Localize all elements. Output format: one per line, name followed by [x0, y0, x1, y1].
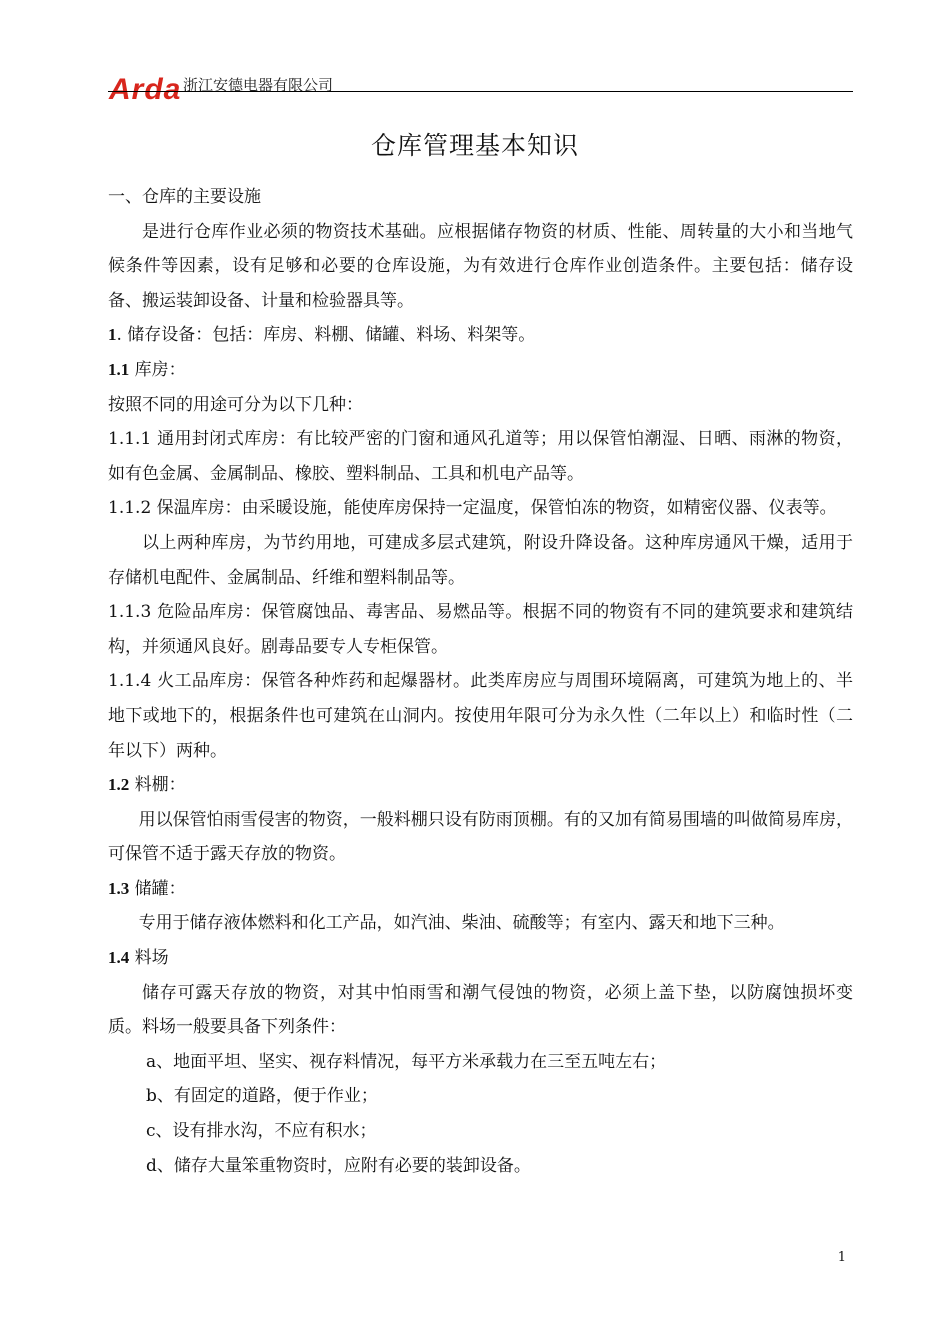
item-1-2-body: 用以保管怕雨雪侵害的物资，一般料棚只设有防雨顶棚。有的又加有简易围墙的叫做简易库房，可保管不适于露天存放的物资。: [108, 809, 853, 865]
document-body: [108, 180, 853, 1183]
item-1-1-number: 1.1: [108, 359, 130, 379]
logo-wordmark: Arda: [109, 73, 182, 102]
item-1-1-text: 库房：: [129, 359, 186, 380]
item-1-4-text: 料场: [129, 948, 169, 969]
item-1-1-2-note: 以上两种库房，为节约用地，可建成多层式建筑，附设升降设备。这种库房通风干燥，适用于存储机电配件、金属制品、纤维和塑料制品等。: [108, 532, 853, 588]
section-heading: 一、仓库的主要设施: [108, 187, 261, 207]
item-1-4-number: 1.4: [108, 948, 130, 968]
item-1-1-intro: 按照不同的用途可分为以下几种：: [108, 394, 363, 415]
list-item: a、地面平坦、坚实、视存料情况，每平方米承载力在三至五吨左右；: [146, 1051, 667, 1072]
page-number: 1: [837, 1250, 846, 1265]
item-1-2-number: 1.2: [108, 775, 130, 795]
header-rule: [108, 91, 853, 92]
company-name: 浙江安德电器有限公司: [183, 76, 334, 94]
item-1-3: [108, 872, 853, 907]
item-1-3-number: 1.3: [108, 878, 130, 898]
item-1-3-body: 专用于储存液体燃料和化工产品，如汽油、柴油、硫酸等；有室内、露天和地下三种。: [138, 913, 785, 934]
item-1-text: . 储存设备：包括：库房、料棚、储罐、料场、料架等。: [116, 325, 536, 346]
item-1-1-3: 1.1.3 危险品库房：保管腐蚀品、毒害品、易燃品等。根据不同的物资有不同的建筑要求和建筑结构，并须通风良好。剧毒品要专人专柜保管。: [108, 602, 853, 657]
item-1-2-text: 料棚：: [129, 775, 186, 796]
item-1-3-text: 储罐：: [129, 878, 186, 899]
item-1-1-4: 1.1.4 火工品库房：保管各种炸药和起爆器材。此类库房应与周围环境隔离，可建筑为地上的、半地下或地下的，根据条件也可建筑在山洞内。按使用年限可分为永久性（二年以上）和临时性（二年以下）两种。: [108, 671, 853, 761]
item-1-1: [108, 353, 853, 388]
item-1: [108, 318, 853, 353]
item-1-2: [108, 768, 853, 803]
item-1-4: [108, 941, 853, 976]
item-1-1-1: 1.1.1 通用封闭式库房：有比较严密的门窗和通风孔道等；用以保管怕潮湿、日晒、雨淋的物资，如有色金属、金属制品、橡胶、塑料制品、工具和机电产品等。: [108, 429, 853, 484]
list-item: c、设有排水沟，不应有积水；: [146, 1121, 377, 1142]
list-item: d、储存大量笨重物资时，应附有必要的装卸设备。: [146, 1155, 531, 1176]
document-title: 仓库管理基本知识: [370, 131, 579, 160]
item-1-number: 1: [108, 325, 117, 345]
section-intro: 是进行仓库作业必须的物资技术基础。应根据储存物资的材质、性能、周转量的大小和当地气候条件等因素，设有足够和必要的仓库设施，为有效进行仓库作业创造条件。主要包括：储存设备、搬运装卸设备、计量和检验器具等。: [108, 221, 853, 311]
item-1-1-2: 1.1.2 保温库房：由采暖设施，能使库房保持一定温度，保管怕冻的物资，如精密仪器、仪表等。: [108, 498, 837, 519]
item-1-4-body: 储存可露天存放的物资，对其中怕雨雪和潮气侵蚀的物资，必须上盖下垫，以防腐蚀损坏变质。料场一般要具备下列条件：: [108, 982, 853, 1038]
list-item: b、有固定的道路，便于作业；: [146, 1086, 378, 1107]
